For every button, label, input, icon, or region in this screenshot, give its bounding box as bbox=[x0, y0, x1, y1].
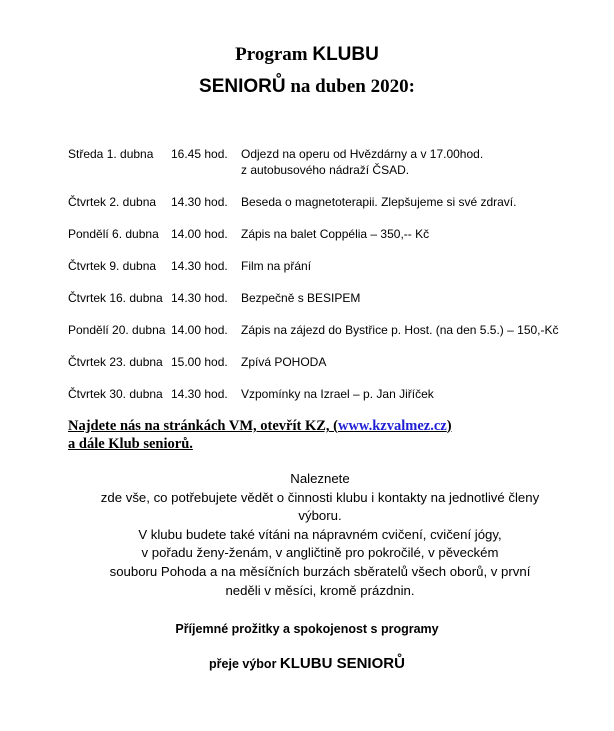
schedule-time: 14.30 hod. bbox=[171, 195, 228, 209]
info-line: V klubu budete také vítáni na nápravném cvičení, cvičení jógy, bbox=[138, 526, 502, 542]
schedule-time: 14.00 hod. bbox=[171, 323, 228, 337]
page-title-line-2 bbox=[0, 76, 614, 98]
club-line: a dále Klub seniorů. bbox=[68, 436, 193, 452]
schedule-desc: Odjezd na operu od Hvězdárny a v 17.00hod. bbox=[241, 147, 484, 161]
schedule-day: Pondělí 6. dubna bbox=[68, 227, 159, 241]
schedule-desc: Zpívá POHODA bbox=[241, 355, 327, 369]
closing-wish: Příjemné prožitky a spokojenost s programy bbox=[175, 622, 439, 636]
info-line: zde vše, co potřebujete vědět o činnosti klubu i kontakty na jednotlivé členy bbox=[100, 489, 540, 505]
schedule-desc: Vzpomínky na Izrael – p. Jan Jiříček bbox=[241, 387, 434, 401]
title-seniors: SENIORŮ bbox=[199, 76, 286, 97]
page-title-line-1 bbox=[0, 44, 614, 66]
title-club: KLUBU bbox=[312, 44, 379, 65]
schedule-day: Čtvrtek 9. dubna bbox=[68, 259, 157, 273]
schedule-time: 14.30 hod. bbox=[171, 291, 228, 305]
schedule-day: Pondělí 20. dubna bbox=[68, 323, 166, 337]
schedule-desc: Zápis na zájezd do Bystřice p. Host. (na den 5.5.) – 150,-Kč bbox=[241, 323, 559, 337]
schedule-day: Čtvrtek 30. dubna bbox=[68, 387, 163, 401]
info-line: souboru Pohoda a na měsíčních burzách sběratelů všech oborů, v první bbox=[109, 563, 531, 579]
schedule-desc: Film na přání bbox=[241, 259, 312, 273]
schedule-time: 15.00 hod. bbox=[171, 355, 228, 369]
website-link[interactable]: www.kzvalmez.cz bbox=[337, 418, 447, 434]
website-prefix: Najdete nás na stránkách VM, otevřít KZ, ( bbox=[68, 418, 338, 434]
website-line bbox=[68, 417, 452, 435]
title-month: na duben 2020: bbox=[285, 76, 415, 97]
website-note bbox=[68, 417, 452, 453]
closing-signature bbox=[0, 655, 614, 672]
signature-club: KLUBU SENIORŮ bbox=[279, 655, 405, 672]
info-line: Naleznete bbox=[290, 471, 350, 486]
website-suffix: ) bbox=[446, 418, 452, 434]
schedule-day: Středa 1. dubna bbox=[68, 147, 154, 161]
signature-prefix: přeje výbor bbox=[209, 657, 280, 671]
info-paragraph bbox=[40, 470, 600, 600]
title-prefix: Program bbox=[235, 44, 313, 65]
schedule-day: Čtvrtek 2. dubna bbox=[68, 195, 157, 209]
schedule-desc: Bezpečně s BESIPEM bbox=[241, 291, 361, 305]
info-line: výboru. bbox=[298, 508, 342, 524]
schedule-desc: Zápis na balet Coppélia – 350,-- Kč bbox=[241, 227, 430, 241]
schedule-day: Čtvrtek 23. dubna bbox=[68, 355, 163, 369]
schedule-desc-continued: z autobusového nádraží ČSAD. bbox=[241, 163, 410, 177]
schedule-time: 16.45 hod. bbox=[171, 147, 228, 161]
info-line: neděli v měsíci, kromě prázdnin. bbox=[225, 582, 415, 598]
info-line: v pořadu ženy-ženám, v angličtině pro pokročilé, v pěveckém bbox=[141, 545, 499, 561]
schedule-day: Čtvrtek 16. dubna bbox=[68, 291, 163, 305]
schedule-time: 14.30 hod. bbox=[171, 387, 228, 401]
schedule-desc: Beseda o magnetoterapii. Zlepšujeme si své zdraví. bbox=[241, 195, 517, 209]
schedule-time: 14.30 hod. bbox=[171, 259, 228, 273]
schedule-time: 14.00 hod. bbox=[171, 227, 228, 241]
